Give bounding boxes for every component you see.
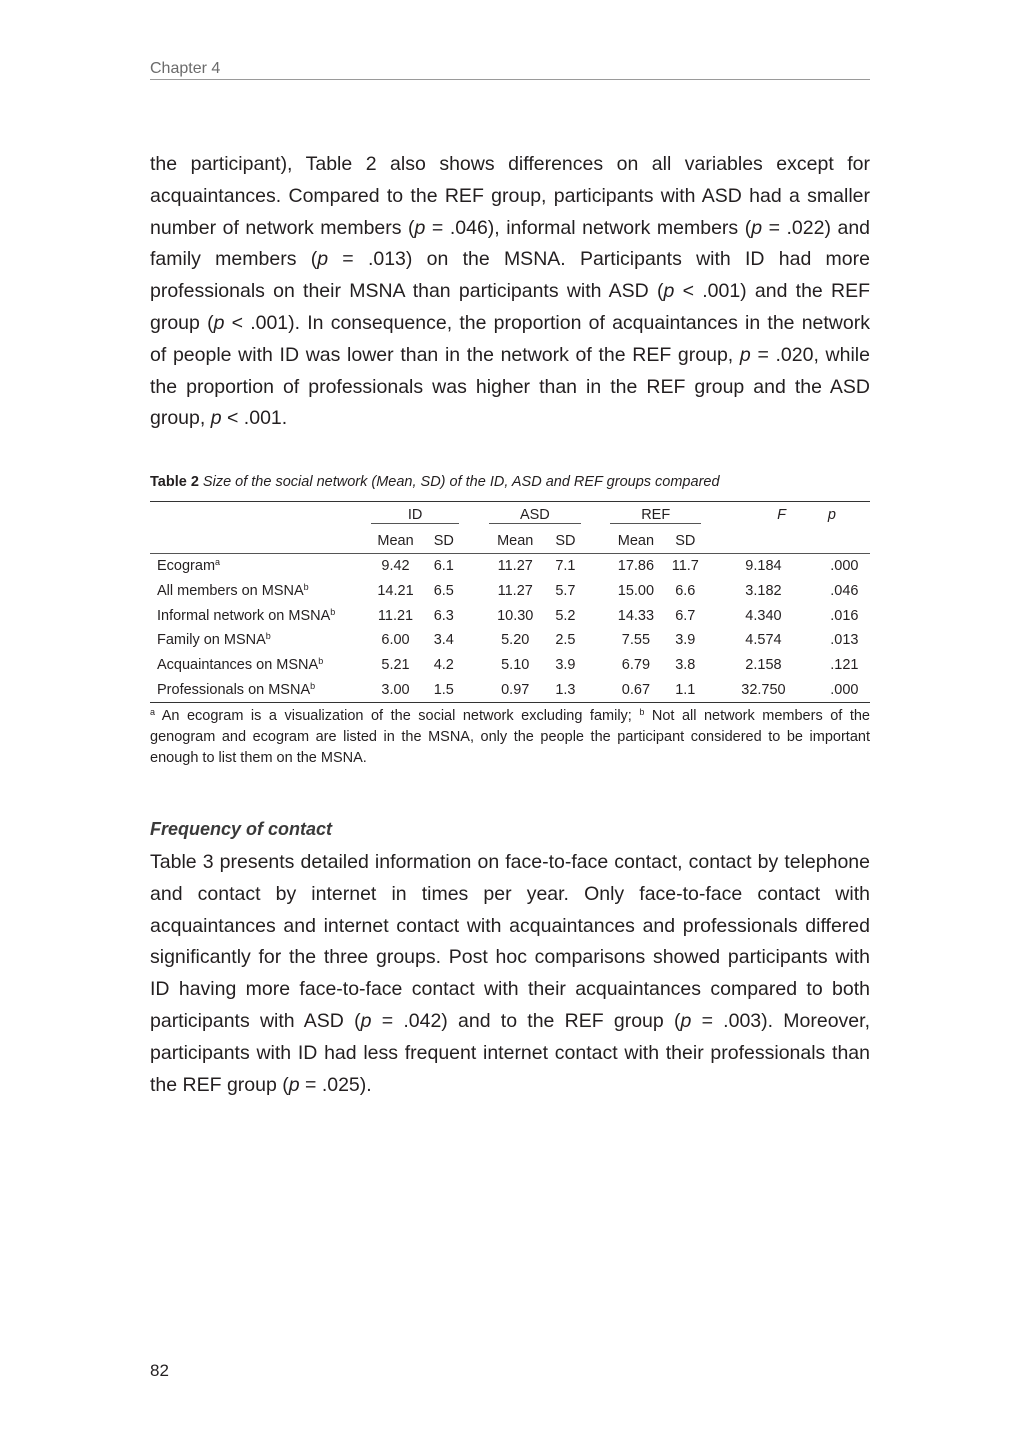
table-cell: 15.00	[617, 583, 655, 600]
table-cell: 6.79	[621, 657, 651, 674]
table-header-groups	[150, 502, 870, 529]
body-paragraph-results: the participant), Table 2 also shows differences on all variables except for acquaintances. Compared to the REF group, participants with ASD had a smaller number of network members (p = .046), informal network members (p = .022) and family members (p = .013) on the MSNA. Participants with ID had more professionals on their MSNA than participants with ASD (p < .001) and the REF group (p < .001). In consequence, the proportion of acquaintances in the network of people with ID was lower than in the network of the REF group, p = .020, while the proportion of professionals was higher than in the REF group and the ASD group, p < .001.	[150, 153, 871, 430]
table-footnote: $^a$ An ecogram is a visualization of the social network excluding family; $^b$ Not all network members of the genogram and ecogram are listed in the MSNA, only the people the participant considered to be important enough to list them on the MSNA.	[150, 707, 870, 766]
row-label: Informal network on MSNA$^b$	[157, 606, 336, 624]
table-cell-f: 32.750	[741, 681, 786, 698]
table-cell: 6.00	[381, 632, 410, 649]
group-header-ref: REF	[606, 502, 705, 529]
table-cell: 5.10	[501, 657, 530, 674]
table-cell-f: 4.340	[745, 607, 782, 624]
col-header-sd: SD	[424, 528, 463, 554]
table-cell: 3.9	[555, 657, 576, 674]
table-cell-f: 9.184	[745, 558, 782, 575]
table-cell: 3.4	[433, 632, 454, 649]
table-cell: 11.21	[377, 607, 414, 624]
table-caption	[150, 474, 870, 490]
row-label: All members on MSNA$^b$	[157, 582, 309, 600]
row-label: Acquaintances on MSNA$^b$	[157, 656, 324, 674]
table-cell: 1.5	[433, 681, 454, 698]
table-cell: 0.97	[501, 681, 530, 698]
col-header-sd: SD	[546, 528, 585, 554]
col-header-mean: Mean	[367, 528, 424, 554]
table-cell: 11.27	[497, 558, 533, 575]
table-row	[150, 603, 870, 628]
table-cell-f: 4.574	[745, 632, 782, 649]
table-cell: 2.5	[555, 632, 576, 649]
table-row	[150, 579, 870, 604]
table-cell: 7.55	[621, 632, 651, 649]
table-cell: 0.67	[621, 681, 651, 698]
col-header-mean: Mean	[485, 528, 546, 554]
row-label: Professionals on MSNA$^b$	[157, 680, 316, 698]
table-cell: 6.5	[433, 583, 454, 600]
stat-header-f: F	[777, 507, 786, 523]
table-cell: 1.3	[555, 681, 576, 698]
table-cell: 17.86	[617, 558, 655, 575]
table-cell-f: 2.158	[745, 657, 782, 674]
row-label: Ecogram$^a$	[157, 557, 221, 575]
table-cell: 6.1	[433, 558, 454, 575]
table-caption-text: Size of the social network (Mean, SD) of the ID, ASD and REF groups compared	[202, 474, 720, 490]
table-cell-p: .000	[830, 681, 859, 698]
running-head: Chapter 4	[150, 60, 870, 80]
group-header-id: ID	[367, 502, 464, 529]
table-cell-p: .013	[830, 632, 859, 649]
table-row	[150, 653, 870, 678]
col-header-sd: SD	[666, 528, 706, 554]
col-header-mean: Mean	[606, 528, 665, 554]
table-cell: 5.7	[555, 583, 576, 600]
table-header-stats	[150, 528, 870, 554]
section-heading: Frequency of contact	[150, 819, 333, 839]
table-row	[150, 554, 870, 579]
table-cell-p: .121	[830, 657, 859, 674]
table-cell-f: 3.182	[745, 583, 782, 600]
table-cell: 6.6	[675, 583, 696, 600]
stat-header-p: p	[827, 507, 836, 523]
table-cell: 6.3	[433, 607, 454, 624]
table-cell: 3.00	[381, 681, 410, 698]
table-cell: 10.30	[497, 607, 534, 624]
table-cell-p: .016	[830, 607, 859, 624]
row-label: Family on MSNA$^b$	[157, 631, 271, 649]
table-cell: 14.21	[377, 583, 414, 600]
table-cell: 5.21	[381, 657, 410, 674]
table-row	[150, 628, 870, 653]
table-cell: 6.7	[675, 607, 696, 624]
table-cell: 1.1	[675, 681, 696, 698]
table-cell: 3.9	[675, 632, 696, 649]
table-cell-p: .000	[830, 558, 859, 575]
table-caption-label: Table 2	[150, 474, 199, 490]
table-cell: 11.27	[497, 583, 533, 600]
body-paragraph-frequency: Table 3 presents detailed information on face-to-face contact, contact by telephone and contact by internet in times per year. Only face-to-face contact with acquaintances and internet contact with acquaintances and professionals differed significantly for the three groups. Post hoc comparisons showed participants with ID having more face-to-face contact with their acquaintances compared to both participants with ASD (p = .042) and to the REF group (p = .003). Moreover, participants with ID had less frequent internet contact with their professionals than the REF group (p = .025).	[150, 851, 870, 1096]
table-cell: 11.7	[671, 558, 699, 575]
table-row	[150, 677, 870, 702]
network-size-table	[150, 501, 870, 703]
page-number: 82	[150, 1361, 169, 1380]
table-cell: 5.20	[501, 632, 530, 649]
table-cell: 9.42	[381, 558, 410, 575]
group-header-asd: ASD	[485, 502, 585, 529]
table-cell: 5.2	[555, 607, 576, 624]
table-cell-p: .046	[830, 583, 859, 600]
table-cell: 7.1	[555, 558, 576, 575]
table-cell: 4.2	[433, 657, 454, 674]
table-cell: 3.8	[675, 657, 696, 674]
table-cell: 14.33	[617, 607, 655, 624]
